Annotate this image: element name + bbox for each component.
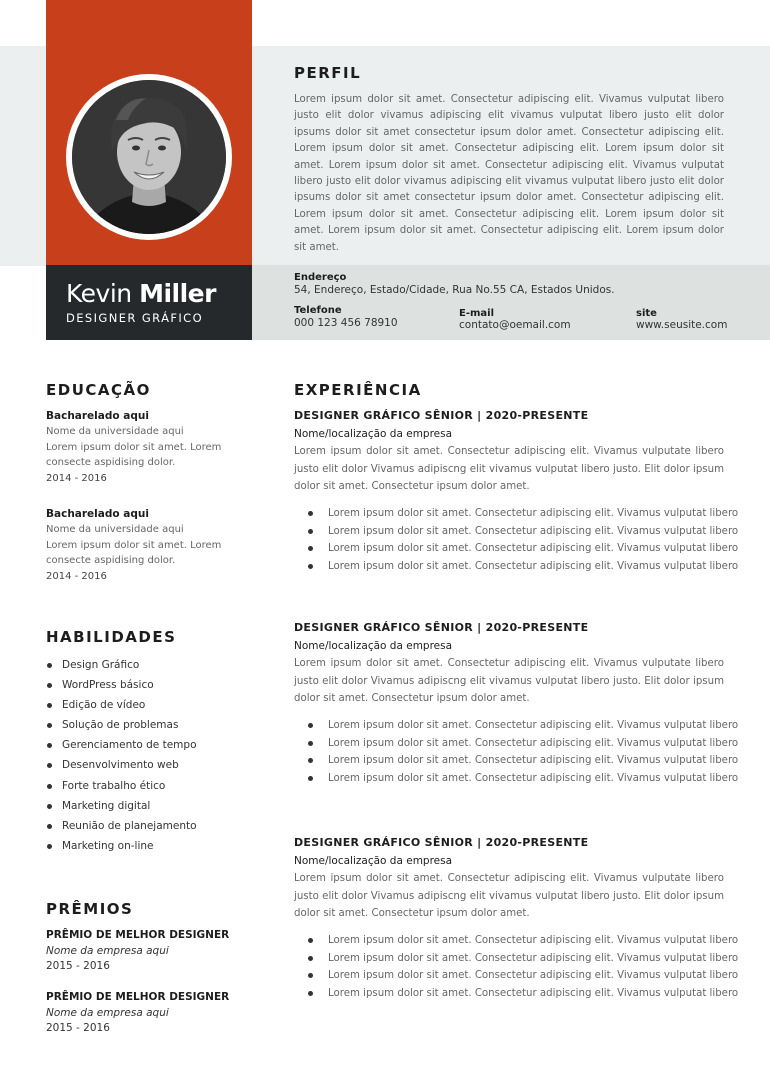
job-bullet-text: Lorem ipsum dolor sit amet. Consectetur adipiscing elit. Vivamus vulputat libero [328, 720, 739, 732]
job-bullet-text: Lorem ipsum dolor sit amet. Consectetur adipiscing elit. Vivamus vulputat libero [328, 755, 739, 767]
bullet-icon [308, 564, 313, 569]
job-description: Lorem ipsum dolor sit amet. Consectetur adipiscing elit. Vivamus vulputate libero justo elit dolor Vivamus adipiscng elit vivamus vulputat libero justo. Elit dolor ipsum dolor sit amet. Consectetur ipsum dolor amet. [294, 873, 724, 920]
education-degree: Bacharelado aqui [46, 508, 149, 520]
job-bullet [328, 717, 739, 735]
skill-label: Design Gráfico [62, 659, 140, 671]
job-bullet-text: Lorem ipsum dolor sit amet. Consectetur adipiscing elit. Vivamus vulputat libero [328, 543, 739, 555]
job-bullets [294, 932, 739, 1002]
award-item [46, 990, 256, 1037]
address-value: 54, Endereço, Estado/Cidade, Rua No.55 CA, Estados Unidos. [294, 284, 615, 296]
last-name: Miller [139, 279, 216, 308]
skills-list [46, 655, 197, 856]
job-bullet-text: Lorem ipsum dolor sit amet. Consectetur adipiscing elit. Vivamus vulputat libero [328, 935, 739, 947]
phone-value: 000 123 456 78910 [294, 317, 398, 329]
job-bullet [328, 558, 739, 576]
job-company: Nome/localização da empresa [294, 855, 453, 867]
bullet-icon [47, 703, 52, 708]
skill-item [46, 675, 197, 695]
bullet-icon [308, 758, 313, 763]
skill-label: Gerenciamento de tempo [62, 739, 197, 752]
site-value[interactable]: www.seusite.com [636, 319, 728, 331]
job-bullet-text: Lorem ipsum dolor sit amet. Consectetur adipiscing elit. Vivamus vulputat libero [328, 525, 739, 537]
skill-item [46, 755, 197, 775]
skill-label: Desenvolvimento web [62, 759, 179, 772]
bullet-icon [308, 546, 313, 551]
education-line: Nome da universidade aqui [46, 426, 184, 437]
award-title: PRÊMIO DE MELHOR DESIGNER [46, 929, 230, 941]
job-title: DESIGNER GRÁFICO SÊNIOR | 2020-PRESENTE [294, 621, 589, 634]
bullet-icon [47, 743, 52, 748]
education-years: 2014 - 2016 [46, 570, 107, 582]
education-item [46, 507, 246, 584]
bullet-icon [308, 511, 313, 516]
job-bullet-text: Lorem ipsum dolor sit amet. Consectetur adipiscing elit. Vivamus vulputat libero [328, 737, 739, 749]
job-bullet [328, 752, 739, 770]
bullet-icon [308, 938, 313, 943]
bullet-icon [47, 824, 52, 829]
bullet-icon [47, 663, 52, 668]
job-company: Nome/localização da empresa [294, 428, 453, 440]
education-years: 2014 - 2016 [46, 472, 107, 484]
skill-item [46, 816, 197, 836]
job-role: DESIGNER GRÁFICO [66, 311, 204, 325]
job-entry [294, 835, 739, 1002]
award-company: Nome da empresa aqui [46, 944, 169, 957]
job-description: Lorem ipsum dolor sit amet. Consectetur adipiscing elit. Vivamus vulputate libero justo elit dolor Vivamus adipiscng elit vivamus vulputat libero justo. Elit dolor ipsum dolor sit amet. Consectetur ipsum dolor amet. [294, 446, 724, 493]
education-title: EDUCAÇÃO [46, 381, 151, 399]
education-line: consecte aspidising dolor. [46, 555, 176, 566]
education-item [46, 409, 246, 486]
skills-title: HABILIDADES [46, 628, 177, 646]
profile-title: PERFIL [294, 64, 362, 82]
job-bullet [328, 967, 739, 985]
email-value[interactable]: contato@oemail.com [459, 319, 571, 331]
job-bullet [328, 950, 739, 968]
job-bullet-text: Lorem ipsum dolor sit amet. Consectetur adipiscing elit. Vivamus vulputat libero [328, 987, 739, 999]
job-bullet [328, 735, 739, 753]
bullet-icon [308, 529, 313, 534]
skill-label: Solução de problemas [62, 719, 179, 732]
bullet-icon [308, 956, 313, 961]
job-bullets [294, 717, 739, 787]
job-bullet [328, 540, 739, 558]
skill-item [46, 836, 197, 856]
skill-label: Edição de vídeo [62, 699, 146, 712]
job-title: DESIGNER GRÁFICO SÊNIOR | 2020-PRESENTE [294, 409, 589, 422]
award-years: 2015 - 2016 [46, 960, 110, 972]
education-line: Lorem ipsum dolor sit amet. Lorem [46, 441, 222, 453]
job-company: Nome/localização da empresa [294, 640, 453, 652]
job-bullet-text: Lorem ipsum dolor sit amet. Consectetur adipiscing elit. Vivamus vulputat libero [328, 970, 739, 982]
job-entry [294, 620, 739, 787]
award-item [46, 928, 256, 975]
bullet-icon [47, 763, 52, 768]
bullet-icon [308, 741, 313, 746]
education-line: Lorem ipsum dolor sit amet. Lorem [46, 539, 222, 551]
job-bullet [328, 523, 739, 541]
education-degree: Bacharelado aqui [46, 410, 149, 422]
skill-label: Forte trabalho ético [62, 779, 166, 792]
skill-label: Marketing digital [62, 799, 151, 812]
job-description: Lorem ipsum dolor sit amet. Consectetur adipiscing elit. Vivamus vulputate libero justo elit dolor Vivamus adipiscng elit vivamus vulputat libero justo. Elit dolor ipsum dolor sit amet. Consectetur ipsum dolor amet. [294, 658, 724, 705]
job-bullet [328, 932, 739, 950]
job-bullet-text: Lorem ipsum dolor sit amet. Consectetur adipiscing elit. Vivamus vulputat libero [328, 508, 739, 520]
profile-photo [72, 80, 226, 234]
education-line: consecte aspidising dolor. [46, 457, 176, 468]
experience-title: EXPERIÊNCIA [294, 381, 422, 399]
email-label: E-mail [459, 308, 495, 319]
job-bullet-text: Lorem ipsum dolor sit amet. Consectetur adipiscing elit. Vivamus vulputat libero [328, 952, 739, 964]
award-title: PRÊMIO DE MELHOR DESIGNER [46, 991, 230, 1003]
job-bullet-text: Lorem ipsum dolor sit amet. Consectetur adipiscing elit. Vivamus vulputat libero [328, 560, 739, 572]
bullet-icon [47, 804, 52, 809]
job-title: DESIGNER GRÁFICO SÊNIOR | 2020-PRESENTE [294, 836, 589, 849]
bullet-icon [308, 991, 313, 996]
skill-item [46, 715, 197, 735]
skill-label: WordPress básico [62, 679, 154, 692]
skill-label: Reunião de planejamento [62, 819, 197, 832]
bullet-icon [308, 723, 313, 728]
job-entry [294, 408, 739, 575]
job-bullet [328, 505, 739, 523]
bullet-icon [308, 973, 313, 978]
address-label: Endereço [294, 272, 347, 283]
profile-text: Lorem ipsum dolor sit amet. Consectetur adipiscing elit. Vivamus vulputat libero justo elit dolor vivamus adipiscing elit vivamus vulputat libero justo elit dolor ipsums dolor sit amet consectetur ipsum dolor amet. Consectetur adipiscing elit. Lorem ipsum dolor sit amet. Consectetur adipiscing elit. Lorem ipsum dolor sit amet. Lorem ipsum dolor sit amet. Consectetur adipiscing elit. Vivamus vulputat libero justo elit dolor vivamus adipiscing elit vivamus vulputat libero justo elit dolor ipsums dolor sit amet consectetur ipsum dolor amet. Consectetur adipiscing elit. Lorem ipsum dolor sit amet. Consectetur adipiscing elit. Lorem ipsum dolor sit amet. Lorem ipsum dolor sit amet. Consectetur adipiscing elit. Lorem ipsum dolor sit amet. [294, 94, 724, 253]
skill-label: Marketing on-line [62, 839, 154, 852]
bullet-icon [47, 683, 52, 688]
award-years: 2015 - 2016 [46, 1022, 110, 1034]
bullet-icon [47, 844, 52, 849]
bullet-icon [47, 723, 52, 728]
awards-title: PRÊMIOS [46, 900, 134, 918]
site-label: site [636, 308, 657, 319]
job-bullet [328, 985, 739, 1003]
profile-photo-image [72, 80, 226, 234]
phone-label: Telefone [294, 305, 342, 316]
bullet-icon [308, 776, 313, 781]
skill-item [46, 735, 197, 755]
bullet-icon [47, 784, 52, 789]
skill-item [46, 695, 197, 715]
job-bullets [294, 505, 739, 575]
first-name: Kevin [66, 279, 132, 308]
award-company: Nome da empresa aqui [46, 1006, 169, 1019]
education-line: Nome da universidade aqui [46, 524, 184, 535]
person-name [66, 279, 216, 308]
job-bullet [328, 770, 739, 788]
skill-item [46, 796, 197, 816]
skill-item [46, 655, 197, 675]
job-bullet-text: Lorem ipsum dolor sit amet. Consectetur adipiscing elit. Vivamus vulputat libero [328, 772, 739, 784]
skill-item [46, 776, 197, 796]
